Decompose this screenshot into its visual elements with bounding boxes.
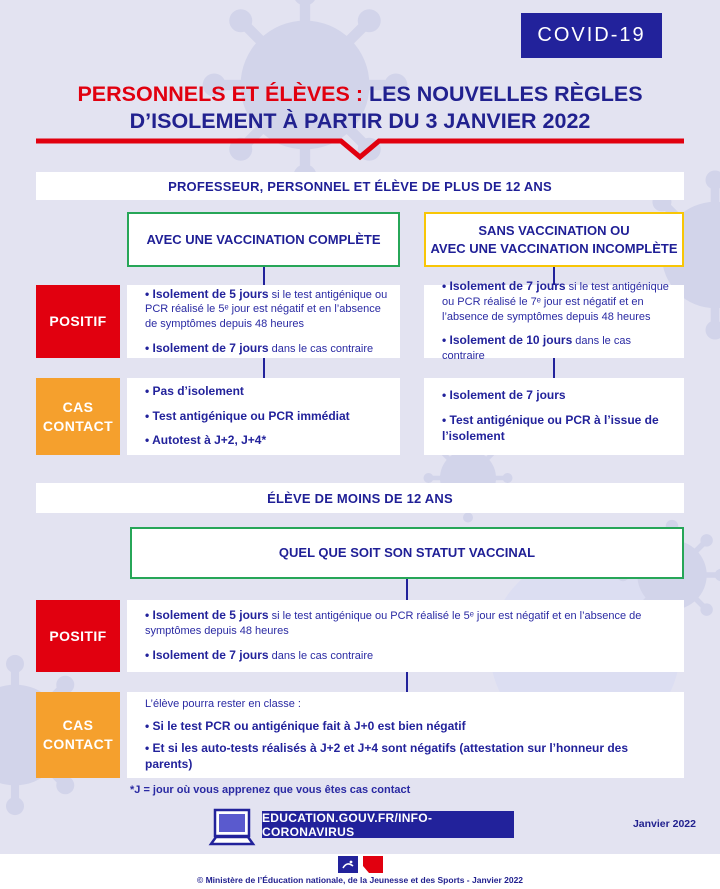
- rule-bold: • Isolement de 7 jours: [145, 340, 269, 355]
- title-red-part: PERSONNELS ET ÉLÈVES :: [77, 82, 363, 106]
- rule-item: [145, 341, 392, 357]
- rule-rest: si le test antigénique ou PCR réalisé le 5ᵉ jour est négatif et en l’absence de symptômes depuis 48 heures: [145, 610, 642, 638]
- column-header-unvaccinated-line1: SANS VACCINATION OU: [478, 222, 630, 238]
- red-arrow-divider: [36, 137, 684, 161]
- rule-item: [145, 384, 392, 400]
- column-header-vaccinated-label: AVEC UNE VACCINATION COMPLÈTE: [146, 231, 381, 247]
- rule-item: [145, 719, 639, 735]
- rules-positif-under12: [127, 600, 684, 672]
- positif-label-text: POSITIF: [49, 627, 107, 644]
- rule-bold: • Isolement de 7 jours: [145, 647, 269, 662]
- rules-cas-contact-under12: [127, 692, 684, 778]
- rule-bold: • Isolement de 10 jours: [442, 333, 573, 348]
- positif-label: [36, 600, 120, 672]
- rule-item: [145, 433, 392, 449]
- title-line-1: [0, 81, 720, 108]
- cas-contact-line2: CONTACT: [42, 417, 114, 434]
- title-line-2: D’ISOLEMENT À PARTIR DU 3 JANVIER 2022: [129, 108, 591, 133]
- rule-intro: L’élève pourra rester en classe :: [145, 698, 301, 710]
- cas-contact-line1: CAS: [62, 398, 94, 415]
- column-header-unvaccinated-line2: AVEC UNE VACCINATION INCOMPLÈTE: [430, 240, 678, 256]
- rule-item: [442, 413, 676, 445]
- page-title: [0, 81, 720, 134]
- section-header-over-12: PROFESSEUR, PERSONNEL ET ÉLÈVE DE PLUS DE 12 ANS: [36, 172, 684, 200]
- column-header-any-status-label: QUEL QUE SOIT SON STATUT VACCINAL: [278, 545, 536, 561]
- rule-bold: • Isolement de 5 jours: [145, 608, 269, 623]
- rules-cas-contact-unvaccinated: [424, 378, 684, 455]
- copyright-text: © Ministère de l’Éducation nationale, de la Jeunesse et des Sports - Janvier 2022: [196, 875, 524, 885]
- positif-label: [36, 285, 120, 358]
- rule-item: [442, 333, 676, 363]
- rule-item: [442, 388, 676, 404]
- rules-positif-vaccinated: [127, 285, 400, 358]
- french-government-logo: [338, 856, 384, 873]
- rule-bold: • Et si les auto-tests réalisés à J+2 et J+4 sont négatifs (attestation sur l’honneur des parents): [145, 741, 629, 772]
- rule-rest: dans le cas contraire: [268, 342, 374, 355]
- column-header-vaccinated: [127, 212, 400, 267]
- rule-item: [442, 279, 676, 324]
- section-header-under-12: ÉLÈVE DE MOINS DE 12 ANS: [36, 483, 684, 513]
- positif-label-text: POSITIF: [49, 313, 107, 330]
- rules-positif-unvaccinated: [424, 279, 684, 363]
- cas-contact-label: [36, 378, 120, 455]
- date-label: Janvier 2022: [632, 818, 696, 830]
- rule-item: [145, 648, 654, 664]
- cas-contact-label: [36, 692, 120, 778]
- education-gouv-link[interactable]: EDUCATION.GOUV.FR/INFO-CORONAVIRUS: [262, 811, 514, 838]
- cas-contact-line1: CAS: [62, 717, 94, 734]
- rule-bold: • Autotest à J+2, J+4*: [145, 433, 267, 448]
- rule-rest: dans le cas contraire: [442, 335, 631, 363]
- rules-cas-contact-vaccinated: [127, 378, 400, 455]
- rule-bold: • Test antigénique ou PCR à l’issue de l’isolement: [442, 413, 659, 443]
- footnote: *J = jour où vous apprenez que vous êtes cas contact: [130, 784, 411, 796]
- rule-bold: • Test antigénique ou PCR immédiat: [145, 408, 350, 423]
- rule-item: [145, 409, 392, 425]
- rule-item: [145, 608, 654, 638]
- rule-bold: • Isolement de 7 jours: [442, 279, 566, 294]
- rule-rest: dans le cas contraire: [268, 649, 374, 662]
- cas-contact-line2: CONTACT: [42, 736, 114, 752]
- covid-badge: COVID-19: [521, 13, 662, 58]
- rule-bold: • Isolement de 5 jours: [145, 286, 269, 301]
- rule-rest: si le test antigénique ou PCR réalisé le 7ᵉ jour est négatif et en l’absence de symptômes depuis 48 heures: [442, 281, 669, 323]
- rule-bold: • Pas d’isolement: [145, 383, 244, 398]
- title-navy-part: LES NOUVELLES RÈGLES: [368, 82, 643, 106]
- rule-item: [145, 287, 392, 332]
- laptop-icon: [207, 808, 257, 848]
- rule-bold: • Isolement de 7 jours: [442, 388, 566, 403]
- rule-item: [145, 741, 639, 773]
- column-header-unvaccinated: [424, 212, 684, 267]
- rule-rest: si le test antigénique ou PCR réalisé le 5ᵉ jour est négatif et en l’absence de symptômes depuis 48 heures: [145, 288, 388, 330]
- column-header-any-status: [130, 527, 684, 579]
- rule-bold: • Si le test PCR ou antigénique fait à J+0 est bien négatif: [145, 718, 466, 733]
